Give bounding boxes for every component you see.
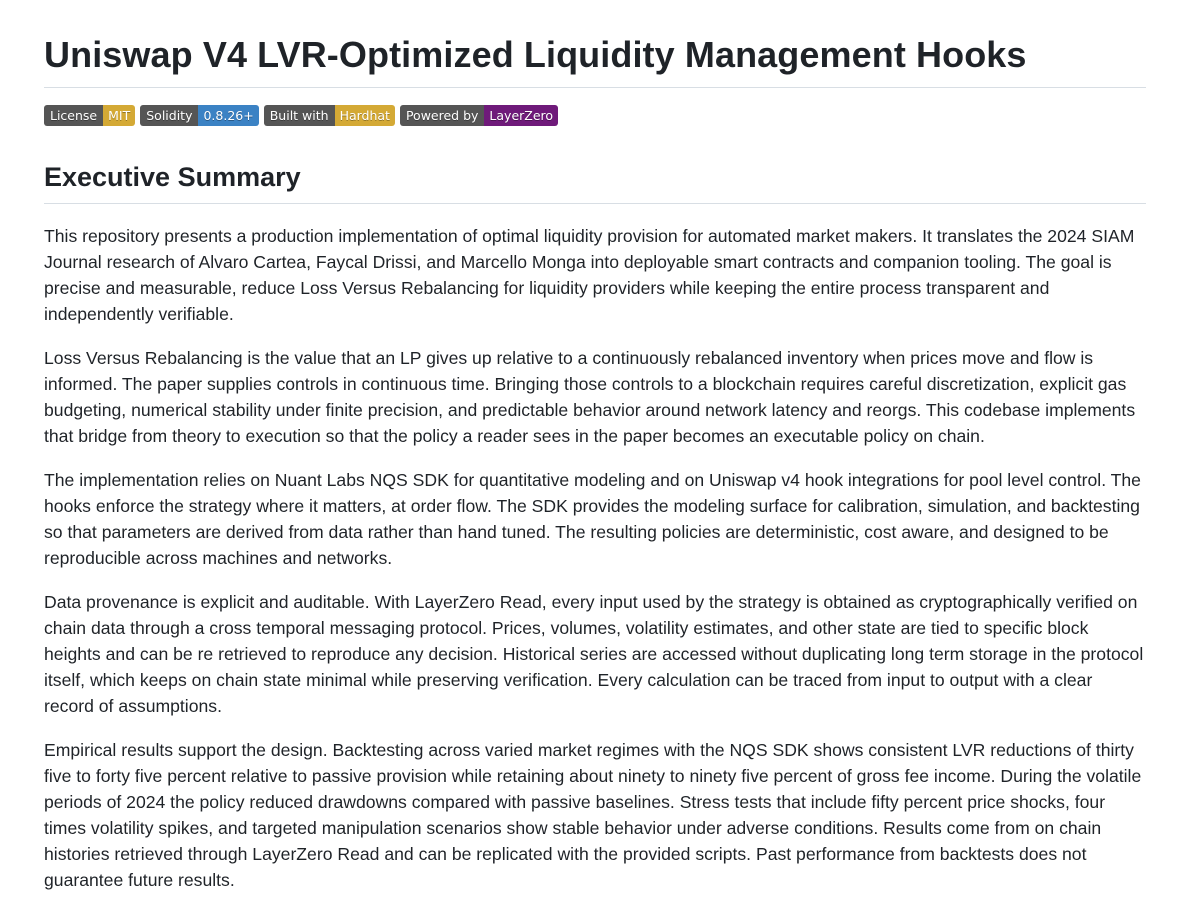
badge-license[interactable] xyxy=(44,105,135,126)
page-title: Uniswap V4 LVR-Optimized Liquidity Management Hooks xyxy=(44,34,1027,75)
title-divider xyxy=(44,87,1146,88)
badge-layerzero-label: Powered by xyxy=(400,105,484,126)
summary-paragraph: Loss Versus Rebalancing is the value that an LP gives up relative to a continuously rebalanced inventory when prices move and flow is informed. The paper supplies controls in continuous time. Bringing those controls to a blockchain requires careful discretization, explicit gas budgeting, numerical stability under finite precision, and predictable behavior around network latency and reorgs. This codebase implements that bridge from theory to execution so that the policy a reader sees in the paper becomes an executable policy on chain. xyxy=(44,348,1136,446)
section-divider xyxy=(44,203,1146,204)
summary-paragraph: Data provenance is explicit and auditable. With LayerZero Read, every input used by the strategy is obtained as cryptographically verified on chain data through a cross temporal messaging protocol. Prices, volumes, volatility estimates, and other state are tied to specific block heights and can be re retrieved to reproduce any decision. Historical series are accessed without duplicating long term storage in the protocol itself, which keeps on chain state minimal while preserving verification. Every calculation can be traced from input to output with a clear record of assumptions. xyxy=(44,592,1144,716)
badge-solidity[interactable] xyxy=(140,105,258,126)
badge-hardhat-value: Hardhat xyxy=(335,105,395,126)
badge-license-label: License xyxy=(44,105,103,126)
badge-hardhat-label: Built with xyxy=(264,105,335,126)
badge-solidity-value: 0.8.26+ xyxy=(198,105,258,126)
summary-paragraph: Empirical results support the design. Backtesting across varied market regimes with the NQS SDK shows consistent LVR reductions of thirty five to forty five percent relative to passive provision while retaining about ninety to ninety five percent of gross fee income. During the volatile periods of 2024 the policy reduced drawdowns compared with passive baselines. Stress tests that include fifty percent price shocks, four times volatility spikes, and targeted manipulation scenarios show stable behavior under adverse conditions. Results come from on chain histories retrieved through LayerZero Read and can be replicated with the provided scripts. Past performance from backtests does not guarantee future results. xyxy=(44,740,1142,890)
badge-license-value: MIT xyxy=(103,105,135,126)
badge-layerzero-value: LayerZero xyxy=(484,105,558,126)
badge-row xyxy=(44,105,1146,126)
summary-paragraph: This repository presents a production implementation of optimal liquidity provision for automated market makers. It translates the 2024 SIAM Journal research of Alvaro Cartea, Faycal Drissi, and Marcello Monga into deployable smart contracts and companion tooling. The goal is precise and measurable, reduce Loss Versus Rebalancing for liquidity providers while keeping the entire process transparent and independently verifiable. xyxy=(44,226,1135,324)
badge-layerzero[interactable] xyxy=(400,105,558,126)
badge-hardhat[interactable] xyxy=(264,105,395,126)
section-heading: Executive Summary xyxy=(44,162,301,192)
badge-solidity-label: Solidity xyxy=(140,105,198,126)
summary-paragraph: The implementation relies on Nuant Labs NQS SDK for quantitative modeling and on Uniswap v4 hook integrations for pool level control. The hooks enforce the strategy where it matters, at order flow. The SDK provides the modeling surface for calibration, simulation, and backtesting so that parameters are derived from data rather than hand tuned. The resulting policies are deterministic, cost aware, and designed to be reproducible across machines and networks. xyxy=(44,470,1141,568)
